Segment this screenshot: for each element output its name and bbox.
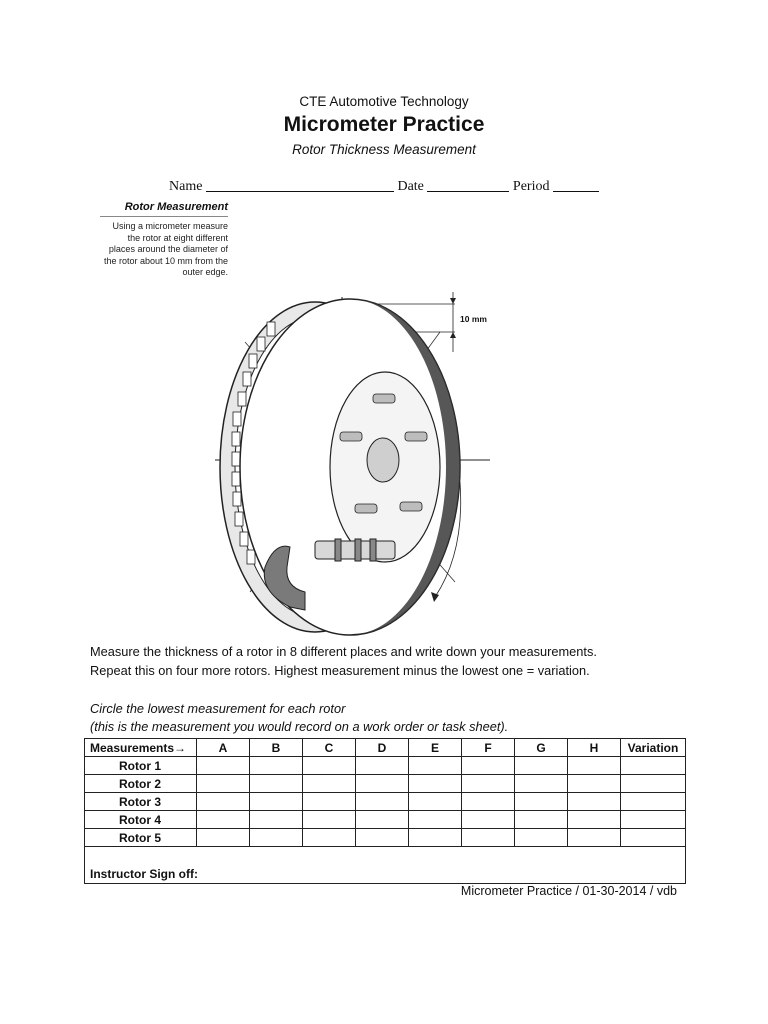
table-row — [85, 757, 686, 775]
instruction-line-1: Measure the thickness of a rotor in 8 different places and write down your measurements. — [90, 644, 597, 659]
date-label: Date — [397, 179, 424, 194]
measurement-cell[interactable] — [621, 793, 686, 811]
measurement-cell[interactable] — [462, 793, 515, 811]
date-field[interactable] — [427, 177, 509, 192]
student-info-line — [0, 177, 768, 195]
table-row — [85, 811, 686, 829]
measurement-table — [84, 738, 686, 884]
column-header: B — [250, 739, 303, 757]
measurement-cell[interactable] — [621, 757, 686, 775]
measurement-cell[interactable] — [250, 775, 303, 793]
measurement-cell[interactable] — [303, 757, 356, 775]
figure-caption-box — [100, 201, 228, 279]
table-corner-header: Measurements→ — [85, 739, 197, 757]
name-field[interactable] — [206, 177, 394, 192]
table-row — [85, 793, 686, 811]
measurement-cell[interactable] — [197, 811, 250, 829]
measurement-cell[interactable] — [568, 793, 621, 811]
page-footer: Micrometer Practice / 01-30-2014 / vdb — [460, 884, 677, 898]
measurement-cell[interactable] — [250, 829, 303, 847]
measurement-cell[interactable] — [462, 811, 515, 829]
row-label: Rotor 5 — [85, 829, 197, 847]
circle-instruction-2: (this is the measurement you would record on a work order or task sheet). — [90, 719, 509, 734]
measurement-cell[interactable] — [621, 811, 686, 829]
measurement-cell[interactable] — [356, 829, 409, 847]
page-subtitle: Rotor Thickness Measurement — [292, 142, 476, 157]
measurement-cell[interactable] — [409, 811, 462, 829]
measurement-cell[interactable] — [409, 757, 462, 775]
period-field[interactable] — [553, 177, 599, 192]
measurement-cell[interactable] — [621, 829, 686, 847]
row-label: Rotor 1 — [85, 757, 197, 775]
measurement-cell[interactable] — [197, 829, 250, 847]
row-label: Rotor 4 — [85, 811, 197, 829]
measurement-cell[interactable] — [462, 775, 515, 793]
page-title: Micrometer Practice — [283, 113, 485, 136]
column-header: D — [356, 739, 409, 757]
measurement-cell[interactable] — [197, 757, 250, 775]
column-header: G — [515, 739, 568, 757]
measurement-cell[interactable] — [356, 811, 409, 829]
measurement-cell[interactable] — [303, 829, 356, 847]
measurement-cell[interactable] — [515, 829, 568, 847]
column-header: A — [197, 739, 250, 757]
measurement-cell[interactable] — [356, 757, 409, 775]
measurement-cell[interactable] — [409, 775, 462, 793]
column-header: F — [462, 739, 515, 757]
measurement-cell[interactable] — [356, 775, 409, 793]
measurement-cell[interactable] — [568, 829, 621, 847]
measurement-cell[interactable] — [568, 757, 621, 775]
row-label: Rotor 2 — [85, 775, 197, 793]
measurement-cell[interactable] — [462, 757, 515, 775]
measurement-cell[interactable] — [409, 793, 462, 811]
name-label: Name — [169, 179, 203, 194]
rotor-illustration — [205, 292, 505, 637]
measurement-cell[interactable] — [515, 775, 568, 793]
figure-caption: Using a micrometer measure the rotor at eight different places around the diameter of the rotor about 10 mm from the outer edge. — [103, 221, 228, 277]
hub-center — [367, 438, 399, 482]
measurement-cell[interactable] — [303, 811, 356, 829]
measurement-cell[interactable] — [197, 775, 250, 793]
measurement-cell[interactable] — [515, 757, 568, 775]
row-label: Rotor 3 — [85, 793, 197, 811]
instruction-line-2: Repeat this on four more rotors. Highest measurement minus the lowest one = variation. — [90, 663, 590, 678]
measurement-cell[interactable] — [250, 793, 303, 811]
measurement-cell[interactable] — [250, 757, 303, 775]
measurement-cell[interactable] — [462, 829, 515, 847]
measurement-cell[interactable] — [303, 793, 356, 811]
measurement-cell[interactable] — [515, 811, 568, 829]
course-heading: CTE Automotive Technology — [299, 94, 469, 109]
figure-heading: Rotor Measurement — [100, 201, 228, 217]
measurement-cell[interactable] — [303, 775, 356, 793]
measurement-cell[interactable] — [356, 793, 409, 811]
column-header: C — [303, 739, 356, 757]
period-label: Period — [512, 179, 550, 194]
circle-instruction-1: Circle the lowest measurement for each rotor — [90, 701, 346, 716]
measurement-cell[interactable] — [409, 829, 462, 847]
table-row — [85, 829, 686, 847]
table-header-row — [85, 739, 686, 757]
measurement-cell[interactable] — [568, 775, 621, 793]
column-header: E — [409, 739, 462, 757]
column-header: Variation — [621, 739, 686, 757]
dimension-label: 10 mm — [460, 314, 487, 324]
signoff-row — [85, 847, 686, 884]
measurement-cell[interactable] — [515, 793, 568, 811]
measurement-cell[interactable] — [197, 793, 250, 811]
instructor-signoff[interactable]: Instructor Sign off: — [85, 847, 686, 884]
measurement-cell[interactable] — [568, 811, 621, 829]
column-header: H — [568, 739, 621, 757]
measurement-cell[interactable] — [250, 811, 303, 829]
measurement-cell[interactable] — [621, 775, 686, 793]
table-row — [85, 775, 686, 793]
